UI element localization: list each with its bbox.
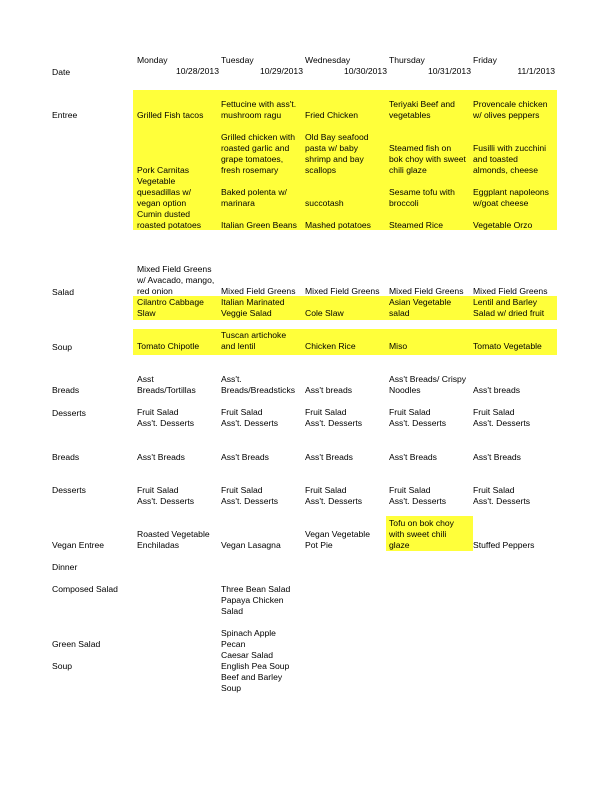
row-label-salad: Salad xyxy=(52,287,74,297)
cell-desserts-thu: Fruit Salad Ass't. Desserts xyxy=(389,407,447,428)
cell-entree-2-tue: Grilled chicken with roasted garlic and grape tomatoes, fresh rosemary xyxy=(221,132,296,175)
cell-entree-2-fri: Fusilli with zucchini and toasted almonds, cheese xyxy=(473,143,547,175)
cell-entree-2-wed: Old Bay seafood pasta w/ baby shrimp and bay scallops xyxy=(305,132,369,175)
cell-breads-2-fri: Ass't Breads xyxy=(473,452,521,462)
cell-desserts-tue: Fruit Salad Ass't. Desserts xyxy=(221,407,279,428)
date-tuesday: 10/29/2013 xyxy=(259,66,303,76)
cell-salad-1-tue: Mixed Field Greens xyxy=(221,286,296,296)
cell-entree-1-tue: Fettucine with ass't. mushroom ragu xyxy=(221,99,297,120)
date-wednesday: 10/30/2013 xyxy=(343,66,387,76)
cell-entree-3-thu: Sesame tofu with broccoli xyxy=(389,187,455,208)
cell-dinner-composed-salad: Three Bean Salad Papaya Chicken Salad xyxy=(221,584,291,616)
cell-salad-1-mon: Mixed Field Greens w/ Avacado, mango, red onion xyxy=(137,264,215,296)
row-label-entree: Entree xyxy=(52,110,78,120)
cell-entree-3-wed: succotash xyxy=(305,198,344,208)
day-header-wednesday: Wednesday xyxy=(305,55,351,65)
row-label-dinner: Dinner xyxy=(52,562,78,572)
cell-salad-1-fri: Mixed Field Greens xyxy=(473,286,548,296)
cell-entree-2-thu: Steamed fish on bok choy with sweet chili glaze xyxy=(389,143,466,175)
row-label-vegan-entree: Vegan Entree xyxy=(52,540,105,550)
cell-salad-1-wed: Mixed Field Greens xyxy=(305,286,380,296)
cell-entree-1-mon: Grilled Fish tacos xyxy=(137,110,204,120)
cell-desserts-2-wed: Fruit Salad Ass't. Desserts xyxy=(305,485,363,506)
cell-breads-thu: Ass't Breads/ Crispy Noodles xyxy=(389,374,467,395)
cell-desserts-2-fri: Fruit Salad Ass't. Desserts xyxy=(473,485,531,506)
cell-vegan-mon: Roasted Vegetable Enchiladas xyxy=(137,529,210,550)
cell-vegan-wed: Vegan Vegetable Pot Pie xyxy=(305,529,370,550)
cell-desserts-2-mon: Fruit Salad Ass't. Desserts xyxy=(137,485,195,506)
day-header-monday: Monday xyxy=(137,55,168,65)
row-label-desserts-2: Desserts xyxy=(52,485,86,495)
cell-entree-4-mon: Cumin dusted roasted potatoes xyxy=(137,209,202,230)
cell-salad-2-mon: Cilantro Cabbage Slaw xyxy=(137,297,204,318)
cell-vegan-tue: Vegan Lasagna xyxy=(221,540,281,550)
cell-entree-4-fri: Vegetable Orzo xyxy=(473,220,533,230)
cell-entree-1-thu: Teriyaki Beef and vegetables xyxy=(389,99,455,120)
cell-desserts-fri: Fruit Salad Ass't. Desserts xyxy=(473,407,531,428)
cell-entree-3-tue: Baked polenta w/ marinara xyxy=(221,187,287,208)
cell-breads-2-thu: Ass't Breads xyxy=(389,452,437,462)
day-header-thursday: Thursday xyxy=(389,55,425,65)
cell-soup-wed: Chicken Rice xyxy=(305,341,356,351)
cell-soup-mon: Tomato Chipotle xyxy=(137,341,200,351)
cell-entree-1-fri: Provencale chicken w/ olives peppers xyxy=(473,99,548,120)
cell-breads-2-wed: Ass't Breads xyxy=(305,452,353,462)
cell-breads-tue: Ass't. Breads/Breadsticks xyxy=(221,374,296,395)
cell-salad-2-thu: Asian Vegetable salad xyxy=(389,297,452,318)
date-friday: 11/1/2013 xyxy=(517,66,555,76)
cell-soup-tue: Tuscan artichoke and lentil xyxy=(221,330,287,351)
cell-soup-fri: Tomato Vegetable xyxy=(473,341,542,351)
cell-entree-4-thu: Steamed Rice xyxy=(389,220,443,230)
row-label-soup: Soup xyxy=(52,342,73,352)
cell-entree-4-tue: Italian Green Beans xyxy=(221,220,297,230)
row-label-green-salad: Green Salad xyxy=(52,639,101,649)
date-monday: 10/28/2013 xyxy=(175,66,219,76)
cell-entree-3-fri: Eggplant napoleons w/goat cheese xyxy=(473,187,549,208)
cell-entree-1-wed: Fried Chicken xyxy=(305,110,359,120)
cell-entree-2-mon: Pork Carnitas Vegetable quesadillas w/ vegan option xyxy=(137,165,191,208)
row-label-desserts: Desserts xyxy=(52,408,86,418)
row-label-breads: Breads xyxy=(52,385,80,395)
cell-vegan-thu: Tofu on bok choy with sweet chili glaze xyxy=(389,518,454,550)
cell-breads-2-tue: Ass't Breads xyxy=(221,452,269,462)
date-label: Date xyxy=(52,67,71,77)
cell-dinner-soup: English Pea Soup Beef and Barley Soup xyxy=(221,661,290,693)
cell-dinner-green-salad: Spinach Apple Pecan Caesar Salad xyxy=(221,628,276,660)
cell-desserts-wed: Fruit Salad Ass't. Desserts xyxy=(305,407,363,428)
cell-breads-wed: Ass't breads xyxy=(305,385,353,395)
cell-vegan-fri: Stuffed Peppers xyxy=(473,540,535,550)
cell-salad-2-wed: Cole Slaw xyxy=(305,308,344,318)
cell-breads-mon: Asst Breads/Tortillas xyxy=(137,374,196,395)
cell-desserts-2-thu: Fruit Salad Ass't. Desserts xyxy=(389,485,447,506)
cell-breads-fri: Ass't breads xyxy=(473,385,521,395)
row-label-soup-dinner: Soup xyxy=(52,661,73,671)
cell-breads-2-mon: Ass't Breads xyxy=(137,452,185,462)
cell-desserts-2-tue: Fruit Salad Ass't. Desserts xyxy=(221,485,279,506)
cell-salad-2-fri: Lentil and Barley Salad w/ dried fruit xyxy=(473,297,545,318)
day-header-tuesday: Tuesday xyxy=(221,55,254,65)
cell-salad-1-thu: Mixed Field Greens xyxy=(389,286,464,296)
date-thursday: 10/31/2013 xyxy=(427,66,471,76)
cell-entree-4-wed: Mashed potatoes xyxy=(305,220,371,230)
row-label-breads-2: Breads xyxy=(52,452,80,462)
cell-salad-2-tue: Italian Marinated Veggie Salad xyxy=(221,297,285,318)
cell-soup-thu: Miso xyxy=(389,341,408,351)
row-label-composed-salad: Composed Salad xyxy=(52,584,118,594)
cell-desserts-mon: Fruit Salad Ass't. Desserts xyxy=(137,407,195,428)
day-header-friday: Friday xyxy=(473,55,497,65)
